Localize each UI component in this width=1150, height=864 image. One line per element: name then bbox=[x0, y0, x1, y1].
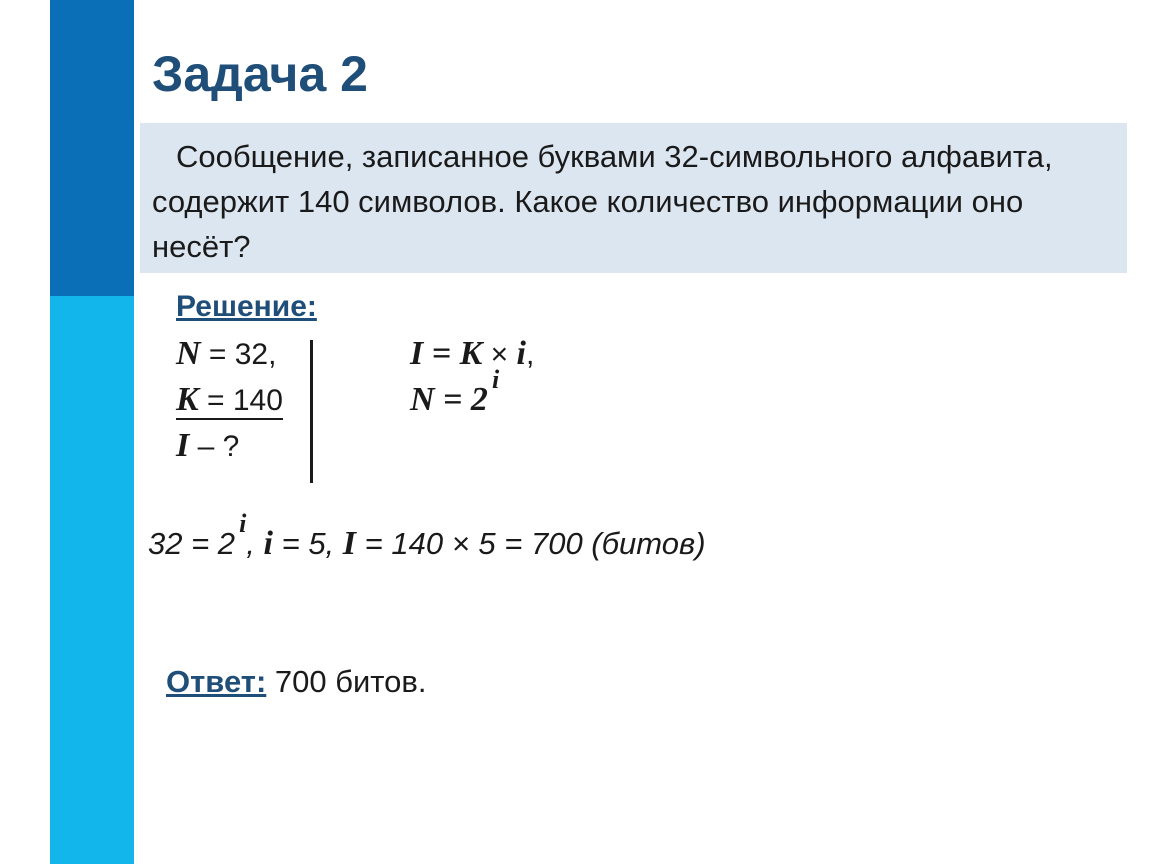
given-n-value: = 32, bbox=[200, 338, 277, 371]
answer-line bbox=[166, 662, 426, 702]
sidebar-accent-light bbox=[50, 296, 134, 864]
formula2-lhs: N = 2 bbox=[410, 381, 488, 418]
given-i bbox=[176, 426, 239, 467]
given-i-value: – ? bbox=[189, 430, 240, 463]
formula-information bbox=[410, 334, 534, 375]
calc-var-i: i bbox=[263, 525, 273, 562]
given-divider bbox=[310, 340, 313, 483]
given-n-var: N bbox=[176, 335, 201, 372]
given-k bbox=[176, 380, 283, 421]
given-k-value: = 140 bbox=[198, 384, 283, 417]
calc-var-I: I bbox=[342, 525, 357, 562]
calc-part2: = 5, bbox=[272, 526, 343, 561]
calc-part3: = 140 × 5 = 700 (битов) bbox=[356, 526, 706, 561]
given-i-var: I bbox=[176, 427, 190, 464]
given-n bbox=[176, 334, 276, 375]
calc-part1: 32 = 2 bbox=[148, 526, 236, 561]
formula1-rhs: i bbox=[516, 335, 526, 372]
given-k-underlined bbox=[176, 381, 283, 420]
formula1-lhs: I = K bbox=[410, 335, 483, 372]
answer-label: Ответ: bbox=[166, 664, 267, 699]
formula1-tail: , bbox=[525, 338, 535, 371]
formula1-op: × bbox=[482, 338, 517, 371]
sidebar-accent-dark bbox=[50, 0, 134, 296]
given-k-var: K bbox=[176, 381, 199, 418]
formula2-exponent: i bbox=[491, 365, 500, 394]
answer-value: 700 битов. bbox=[266, 664, 427, 699]
slide-title: Задача 2 bbox=[152, 46, 368, 102]
solution-label: Решение: bbox=[176, 290, 317, 323]
task-text: Сообщение, записанное буквами 32-символьного алфавита, содержит 140 символов. Какое количество информации оно несёт? bbox=[152, 139, 1053, 264]
calc-exponent: i bbox=[239, 509, 247, 538]
calc-sep1: , bbox=[246, 526, 264, 561]
calculation-line bbox=[148, 509, 706, 566]
formula-alphabet bbox=[410, 365, 500, 422]
